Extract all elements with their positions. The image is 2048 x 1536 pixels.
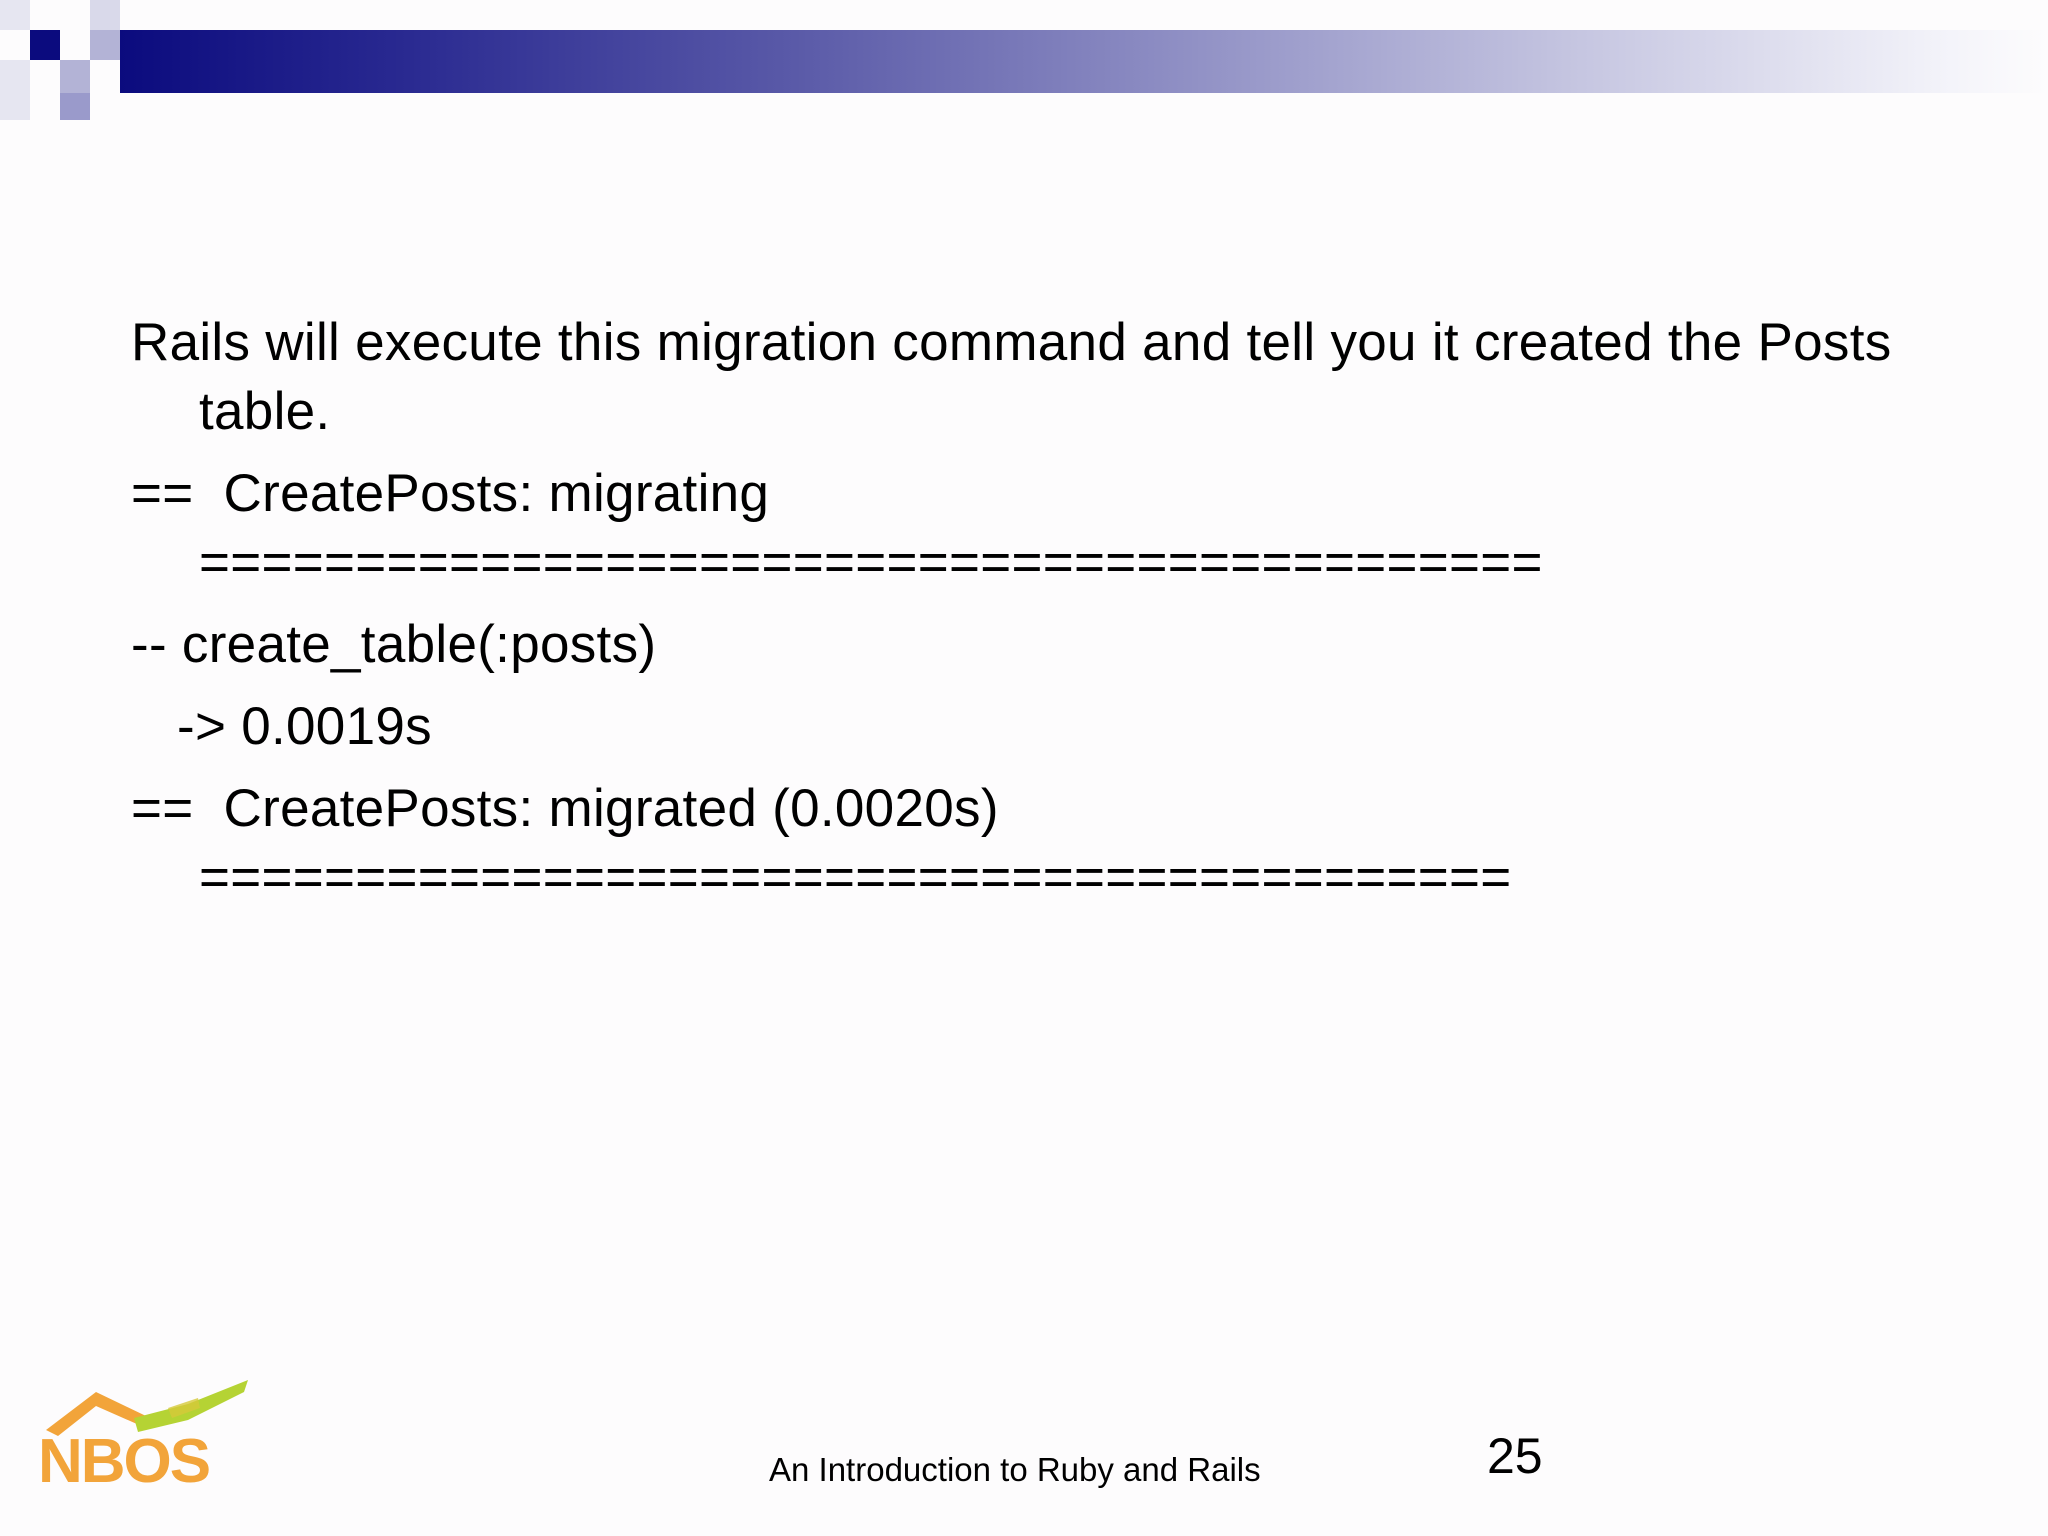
header-square-decoration bbox=[60, 93, 90, 120]
header-gradient-bar bbox=[120, 30, 2048, 93]
header-square-decoration bbox=[60, 60, 90, 93]
nbos-logo bbox=[38, 1378, 258, 1490]
header-square-decoration bbox=[0, 0, 30, 30]
body-line: Rails will execute this migration command and tell you it created the Posts table. bbox=[131, 313, 1907, 441]
body-line: == CreatePosts: migrated (0.0020s) ========================================== bbox=[131, 779, 1512, 907]
slide-number: 25 bbox=[1487, 1428, 1543, 1484]
nbos-logo-icon bbox=[38, 1378, 258, 1490]
body-line: -- create_table(:posts) bbox=[131, 615, 657, 674]
header-square-decoration bbox=[30, 30, 60, 60]
header-square-decoration bbox=[0, 60, 30, 120]
svg-text:NBOS: NBOS bbox=[38, 1427, 210, 1490]
body-line: == CreatePosts: migrating =========================================== bbox=[131, 464, 1543, 592]
body-line: -> 0.0019s bbox=[177, 697, 432, 756]
header-square-decoration bbox=[90, 0, 120, 30]
slide-body bbox=[131, 308, 1931, 925]
footer-title: An Introduction to Ruby and Rails bbox=[769, 1451, 1261, 1488]
header-square-decoration bbox=[90, 30, 120, 60]
